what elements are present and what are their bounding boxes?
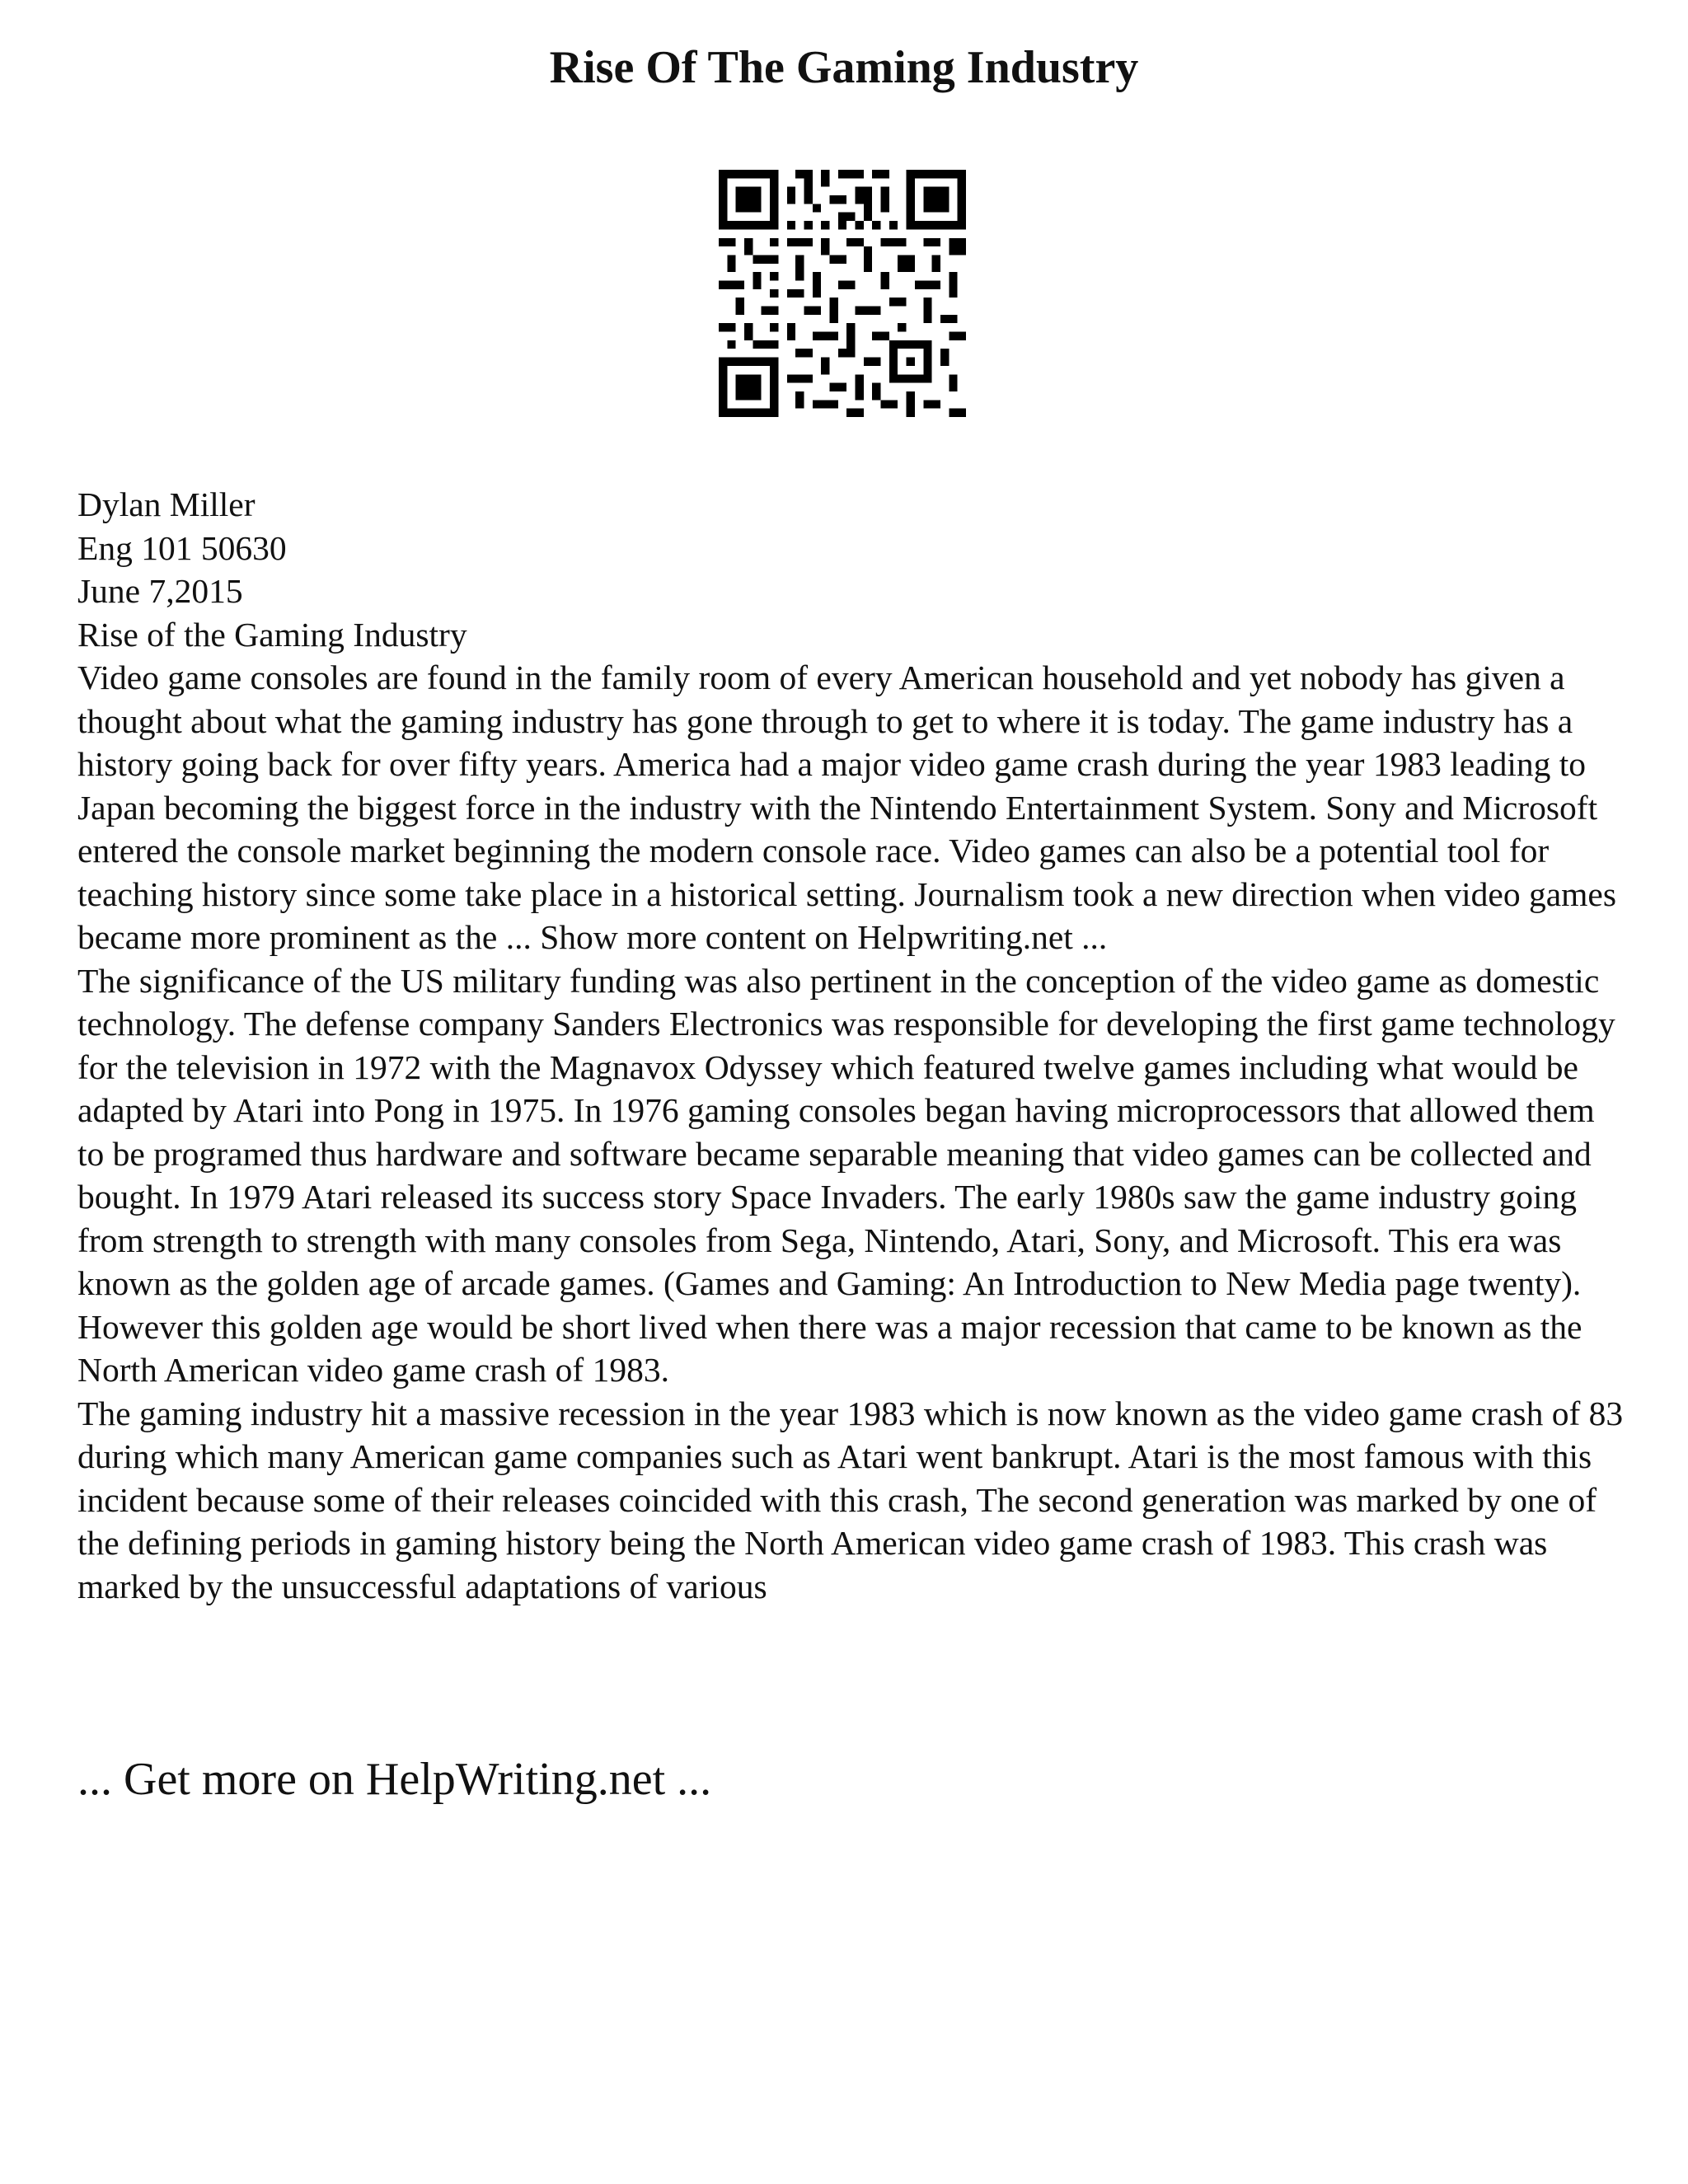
qr-code-icon [719,170,966,417]
course-line: Eng 101 50630 [77,528,287,567]
document-title: Rise Of The Gaming Industry [549,42,1139,93]
paragraph: Video game consoles are found in the family room of every American household and yet nobody has given a thought about what the gaming industry has gone through to get to where it is today. The game industry has a history going back for over fifty years. America had a major video game crash during the year 1983 leading to Japan becoming the biggest force in the industry with the Nintendo Entertainment System. Sony and Microsoft entered the console market beginning the modern console race. Video games can also be a potential tool for teaching history since some take place in a historical setting. Journalism took a new direction when video games became more prominent as the ... Show more content on Helpwriting.net ... [77,658,1616,956]
date-line: June 7,2015 [77,572,243,610]
get-more-link[interactable]: ... Get more on HelpWriting.net ... [77,1754,712,1805]
paragraph: The gaming industry hit a massive recession in the year 1983 which is now known as the video game crash of 83 during which many American game companies such as Atari went bankrupt. Atari is the most famous with this incident because some of their releases coincided with this crash, The second generation was marked by one of the defining periods in gaming history being the North American video game crash of 1983. This crash was marked by the unsuccessful adaptations of various [77,1394,1624,1605]
essay-title-line: Rise of the Gaming Industry [77,615,467,654]
author-line: Dylan Miller [77,485,256,523]
document-body [77,483,1627,1608]
paragraph: The significance of the US military funding was also pertinent in the conception of the video game as domestic technology. The defense company Sanders Electronics was responsible for developing the first game technology for the television in 1972 with the Magnavox Odyssey which featured twelve games including what would be adapted by Atari into Pong in 1975. In 1976 gaming consoles began having microprocessors that allowed them to be programed thus hardware and software became separable meaning that video games can be collected and bought. In 1979 Atari released its success story Space Invaders. The early 1980s saw the game industry going from strength to strength with many consoles from Sega, Nintendo, Atari, Sony, and Microsoft. This era was known as the golden age of arcade games. (Games and Gaming: An Introduction to New Media page twenty). However this golden age would be short lived when there was a major recession that came to be known as the North American video game crash of 1983. [77,961,1615,1389]
